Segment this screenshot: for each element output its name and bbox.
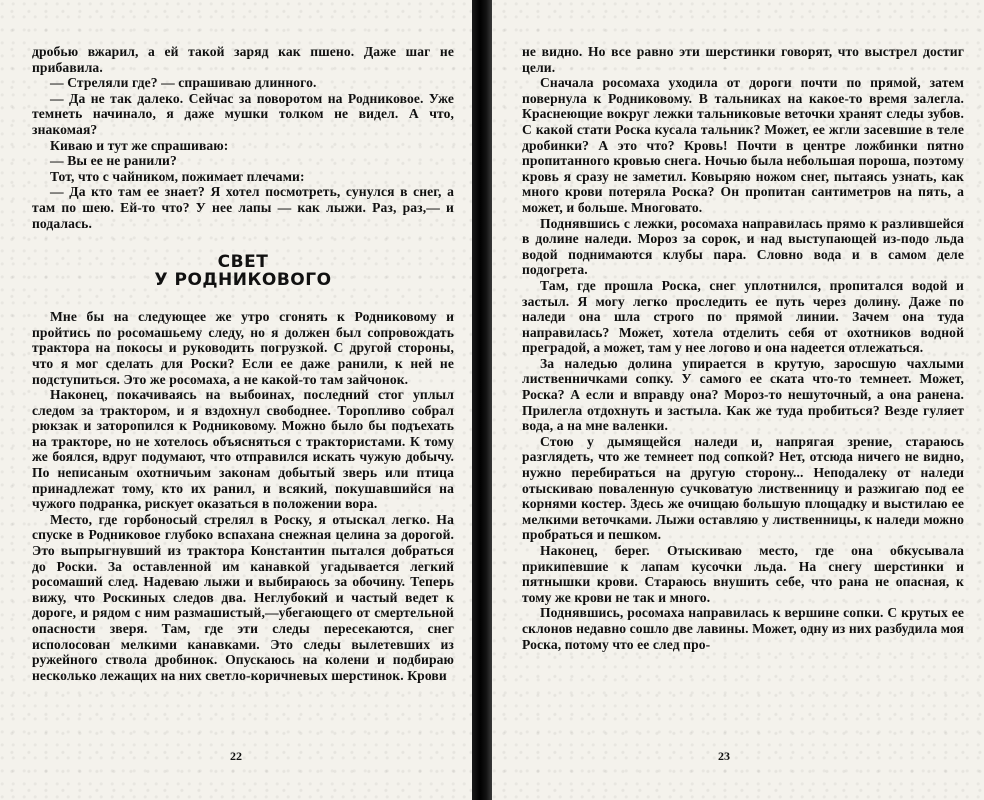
paragraph: — Да не так далеко. Сейчас за поворотом на Родниковое. Уже темнеть начинало, я даже мушки толком не видел. А что, знакомая? <box>32 90 454 137</box>
paragraph: Поднявшись с лежки, росомаха направилась прямо к разлившейся в долине наледи. Мороз за сорок, и над выступающей из-подо льда водой поднимаются клубы пара. Словно вода и в самом деле подогрета. <box>522 215 964 278</box>
paragraph: Наконец, покачиваясь на выбоинах, последний стог уплыл следом за трактором, и я вздохнул свободнее. Торопливо собрал рюкзак и заторопился к Родниковому. Можно было бы подъехать на тракторе, но не хотелось объясняться с трактористами. К тому же боялся, вдруг подумают, что отправился искать чужую добычу. По неписаным охотничьим законам добытый зверь или птица принадлежат тому, кто их ранил, и всякий, покушавшийся на чужого подранка, рискует оказаться в положении вора. <box>32 387 454 512</box>
paragraph: За наледью долина упирается в крутую, заросшую чахлыми лиственничками сопку. У самого ее ската что-то темнеет. Может, Роска? А если и вправду она? Мороз-то нешуточный, а она ранена. Прилегла отдохнуть и застыла. Как же туда пробиться? Везде гуляет вода, а на мне валенки. <box>522 355 964 434</box>
paragraph: Там, где прошла Роска, снег уплотнился, пропитался водой и застыл. Я могу легко проследить ее путь через долину. Даже по наледи она шла строго по прямой линии. Зачем она туда направилась? Может, хотела отделить себя от охотников водной преградой, а может, там у нее логово и она надеется отлежаться. <box>522 277 964 356</box>
right-page <box>492 0 984 800</box>
paragraph: Мне бы на следующее же утро сгонять к Родниковому и пройтись по росомашьему следу, но я должен был сопровождать трактора на покосы и руководить погрузкой. С другой стороны, что я мог сделать для Роски? Если ее даже ранили, к ней не подступиться. Это же росомаха, а не какой-то там зайчонок. <box>32 309 454 387</box>
paragraph: не видно. Но все равно эти шерстинки говорят, что выстрел достиг цели. <box>522 44 964 75</box>
paragraph: Тот, что с чайником, пожимает плечами: <box>50 168 305 184</box>
right-text <box>522 44 964 652</box>
chapter-title-line: СВЕТ <box>217 252 269 273</box>
paragraph: Наконец, берег. Отыскиваю место, где она обкусывала прикипевшие к лапам кусочки льда. На снегу шерстинки и пятнышки крови. Стараюсь внушить себе, что рана не опасная, к тому же крови не так и много. <box>522 543 964 605</box>
paragraph: — Да кто там ее знает? Я хотел посмотреть, сунулся в снег, а там по шею. Ей-то что? У нее лапы — как лыжи. Раз, раз,— и подалась. <box>32 184 454 231</box>
paragraph: — Стреляли где? — спрашиваю длинного. <box>50 75 317 91</box>
paragraph: Киваю и тут же спрашиваю: <box>50 137 229 153</box>
page-number: 23 <box>718 749 730 763</box>
paragraph: Поднявшись, росомаха направилась к вершине сопки. С крутых ее склонов недавно сошло две лавины. Может, одну из них разбудила моя Роска, потому что ее след про- <box>522 605 964 652</box>
chapter-title-line: У РОДНИКОВОГО <box>154 270 332 291</box>
left-bottom-text <box>32 309 454 683</box>
paragraph: дробью вжарил, а ей такой заряд как пшено. Даже шаг не прибавила. <box>32 44 454 75</box>
paragraph: Стою у дымящейся наледи и, напрягая зрение, стараюсь разглядеть, что же темнеет под сопкой? Нет, отсюда ничего не видно, нужно перебираться на другую сторону... Неподалеку от наледи отыскиваю поваленную сучковатую лиственницу и разжигаю под ее корнями костер. Здесь же очищаю большую площадку и выстилаю ее мелкими веточками. Лыжи оставляю у лиственницы, к наледи можно пробраться и пешком. <box>522 433 964 543</box>
paragraph: — Вы ее не ранили? <box>50 153 177 169</box>
paragraph: Сначала росомаха уходила от дороги почти по прямой, затем повернула к Родниковому. В тальниках на какое-то время залегла. Краснеющие вокруг лежки тальниковые веточки хранят следы зубов. С какой стати Роска кусала тальник? Может, ее жгли засевшие в теле дробинки? А это что? Кровь! Почти в центре ложбинки пятно пропитанного кровью снега. Ночью была небольшая пороша, поэтому кровь я сразу не заметил. Ковыряю ножом снег, пытаясь узнать, как много крови потеряла Роска? Он пропитан сантиметров на пять, а может, и больше. Многовато. <box>522 75 964 215</box>
left-top-text <box>32 44 454 231</box>
page-number: 22 <box>230 749 242 763</box>
chapter-title <box>32 253 454 289</box>
book-gutter <box>472 0 492 800</box>
paragraph: Место, где горбоносый стрелял в Роску, я отыскал легко. На спуске в Родниковое глубоко вспахана снежная целина за дорогой. Это выпрыгнувший из трактора Константин пытался добраться до Роски. За оставленной им канавкой угадывается легкий росомаший след. Надеваю лыжи и выбираюсь за обочину. Теперь вижу, что Роскиных следов два. Неглубокий и частый ведет к дороге, и рядом с ним размашистый,—убегающего от смертельной опасности зверя. Там, где эти следы пересекаются, снег исполосован мелкими канавками. Это следы вылетевших из ружейного ствола дробинок. Опускаюсь на колени и подбираю несколько лежащих на них светло-коричневых шерстинок. Крови <box>32 511 454 683</box>
left-page <box>0 0 472 800</box>
